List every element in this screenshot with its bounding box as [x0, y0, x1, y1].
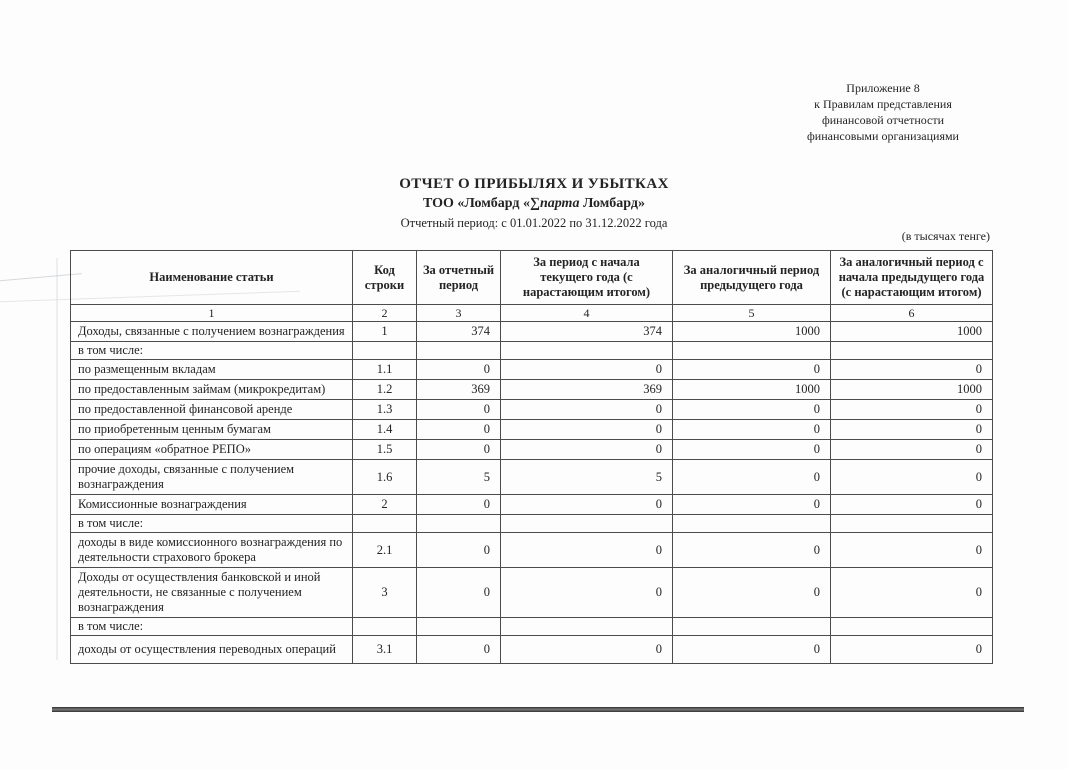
row-value-same-period-prev: 0 — [673, 420, 831, 440]
row-value-reporting-period — [417, 618, 501, 636]
row-line-code: 1.4 — [353, 420, 417, 440]
appendix-note — [774, 80, 992, 144]
row-line-code: 3.1 — [353, 636, 417, 664]
row-value-reporting-period: 0 — [417, 568, 501, 618]
row-value-reporting-period — [417, 515, 501, 533]
row-value-ytd-prev: 0 — [831, 460, 993, 495]
appendix-line: к Правилам представления — [814, 97, 952, 111]
row-value-ytd-prev — [831, 342, 993, 360]
row-value-ytd-prev: 0 — [831, 420, 993, 440]
row-item-name: в том числе: — [71, 515, 353, 533]
row-value-reporting-period: 0 — [417, 636, 501, 664]
row-line-code: 1.3 — [353, 400, 417, 420]
row-value-reporting-period: 0 — [417, 440, 501, 460]
row-value-ytd-current: 0 — [501, 420, 673, 440]
row-value-ytd-current: 374 — [501, 322, 673, 342]
row-value-reporting-period: 374 — [417, 322, 501, 342]
col-header-ytd-current: За период с начала текущего года (с нарастающим итогом) — [501, 251, 673, 305]
bottom-scan-rule — [52, 707, 1024, 712]
row-value-ytd-prev: 0 — [831, 400, 993, 420]
row-value-ytd-prev: 1000 — [831, 380, 993, 400]
col-header-ytd-prev: За аналогичный период с начала предыдущего года (с нарастающим итогом) — [831, 251, 993, 305]
col-header-line-code: Код строки — [353, 251, 417, 305]
row-value-same-period-prev: 0 — [673, 440, 831, 460]
row-value-ytd-prev: 1000 — [831, 322, 993, 342]
column-number-row — [71, 305, 993, 322]
col-header-same-period-prev: За аналогичный период предыдущего года — [673, 251, 831, 305]
row-value-ytd-current: 5 — [501, 460, 673, 495]
row-value-same-period-prev: 0 — [673, 636, 831, 664]
row-value-same-period-prev: 1000 — [673, 380, 831, 400]
row-value-same-period-prev — [673, 515, 831, 533]
row-value-ytd-current — [501, 618, 673, 636]
table-row — [71, 636, 993, 664]
income-statement-table — [70, 250, 993, 664]
row-line-code — [353, 618, 417, 636]
row-value-reporting-period: 0 — [417, 533, 501, 568]
row-value-ytd-current: 0 — [501, 400, 673, 420]
row-item-name: прочие доходы, связанные с получением вознаграждения — [71, 460, 353, 495]
table-row — [71, 420, 993, 440]
table-header-row — [71, 251, 993, 305]
table-row — [71, 322, 993, 342]
row-value-same-period-prev — [673, 618, 831, 636]
row-value-ytd-prev: 0 — [831, 440, 993, 460]
appendix-line: финансовой отчетности — [821, 113, 945, 127]
column-number: 2 — [353, 305, 417, 322]
row-value-ytd-prev: 0 — [831, 568, 993, 618]
table-row — [71, 568, 993, 618]
row-value-reporting-period: 0 — [417, 360, 501, 380]
row-value-same-period-prev: 0 — [673, 568, 831, 618]
table-row — [71, 380, 993, 400]
row-value-ytd-prev: 0 — [831, 495, 993, 515]
row-value-ytd-current — [501, 342, 673, 360]
row-line-code — [353, 342, 417, 360]
table-row — [71, 440, 993, 460]
table-body — [71, 322, 993, 664]
row-value-reporting-period: 0 — [417, 420, 501, 440]
row-value-ytd-current: 0 — [501, 533, 673, 568]
report-title: ОТЧЕТ О ПРИБЫЛЯХ И УБЫТКАХ — [399, 176, 669, 192]
row-item-name: по предоставленной финансовой аренде — [71, 400, 353, 420]
row-value-ytd-current — [501, 515, 673, 533]
column-number: 5 — [673, 305, 831, 322]
row-line-code — [353, 515, 417, 533]
row-value-same-period-prev: 0 — [673, 533, 831, 568]
row-item-name: по приобретенным ценным бумагам — [71, 420, 353, 440]
table-row — [71, 460, 993, 495]
row-value-reporting-period: 5 — [417, 460, 501, 495]
row-line-code: 3 — [353, 568, 417, 618]
row-line-code: 1.2 — [353, 380, 417, 400]
row-line-code: 1 — [353, 322, 417, 342]
company-name — [0, 194, 1068, 214]
col-header-item-name: Наименование статьи — [71, 251, 353, 305]
row-value-reporting-period: 369 — [417, 380, 501, 400]
row-value-same-period-prev: 0 — [673, 360, 831, 380]
column-number: 1 — [71, 305, 353, 322]
row-value-reporting-period: 0 — [417, 495, 501, 515]
appendix-line: финансовыми организациями — [807, 129, 959, 143]
company-name-prefix: ТОО «Ломбард « — [423, 196, 530, 211]
row-value-same-period-prev: 0 — [673, 460, 831, 495]
row-value-same-period-prev: 1000 — [673, 322, 831, 342]
table-row — [71, 495, 993, 515]
appendix-line: Приложение 8 — [846, 81, 920, 95]
row-value-ytd-current: 0 — [501, 495, 673, 515]
row-value-ytd-current: 0 — [501, 440, 673, 460]
row-value-ytd-prev: 0 — [831, 360, 993, 380]
row-value-ytd-current: 0 — [501, 568, 673, 618]
units-note: (в тысячах тенге) — [901, 229, 990, 243]
row-value-same-period-prev: 0 — [673, 495, 831, 515]
column-number: 4 — [501, 305, 673, 322]
column-number: 3 — [417, 305, 501, 322]
column-number: 6 — [831, 305, 993, 322]
row-value-ytd-prev — [831, 618, 993, 636]
row-line-code: 1.6 — [353, 460, 417, 495]
row-item-name: по операциям «обратное РЕПО» — [71, 440, 353, 460]
row-item-name: Комиссионные вознаграждения — [71, 495, 353, 515]
row-item-name: в том числе: — [71, 618, 353, 636]
table-row — [71, 400, 993, 420]
company-name-emphasis: ∑парта — [529, 196, 580, 211]
table-row — [71, 342, 993, 360]
table-row — [71, 515, 993, 533]
row-value-ytd-prev — [831, 515, 993, 533]
row-item-name: по размещенным вкладам — [71, 360, 353, 380]
row-value-reporting-period: 0 — [417, 400, 501, 420]
row-value-reporting-period — [417, 342, 501, 360]
reporting-period: Отчетный период: с 01.01.2022 по 31.12.2022 года — [400, 216, 668, 230]
table-row — [71, 360, 993, 380]
table-row — [71, 533, 993, 568]
row-item-name: Доходы, связанные с получением вознаграждения — [71, 322, 353, 342]
row-value-ytd-current: 369 — [501, 380, 673, 400]
row-item-name: доходы в виде комиссионного вознаграждения по деятельности страхового брокера — [71, 533, 353, 568]
table-row — [71, 618, 993, 636]
col-header-reporting-period: За отчетный период — [417, 251, 501, 305]
row-value-ytd-prev: 0 — [831, 533, 993, 568]
company-name-suffix: Ломбард» — [579, 196, 645, 211]
row-item-name: Доходы от осуществления банковской и иной деятельности, не связанные с получением вознаграждения — [71, 568, 353, 618]
row-line-code: 2 — [353, 495, 417, 515]
row-value-ytd-prev: 0 — [831, 636, 993, 664]
row-line-code: 1.5 — [353, 440, 417, 460]
title-block — [0, 174, 1068, 232]
scan-edge-artifact — [56, 258, 58, 660]
row-line-code: 1.1 — [353, 360, 417, 380]
row-value-ytd-current: 0 — [501, 360, 673, 380]
row-value-same-period-prev — [673, 342, 831, 360]
row-line-code: 2.1 — [353, 533, 417, 568]
row-item-name: доходы от осуществления переводных операций — [71, 636, 353, 664]
row-value-same-period-prev: 0 — [673, 400, 831, 420]
row-value-ytd-current: 0 — [501, 636, 673, 664]
row-item-name: в том числе: — [71, 342, 353, 360]
row-item-name: по предоставленным займам (микрокредитам) — [71, 380, 353, 400]
